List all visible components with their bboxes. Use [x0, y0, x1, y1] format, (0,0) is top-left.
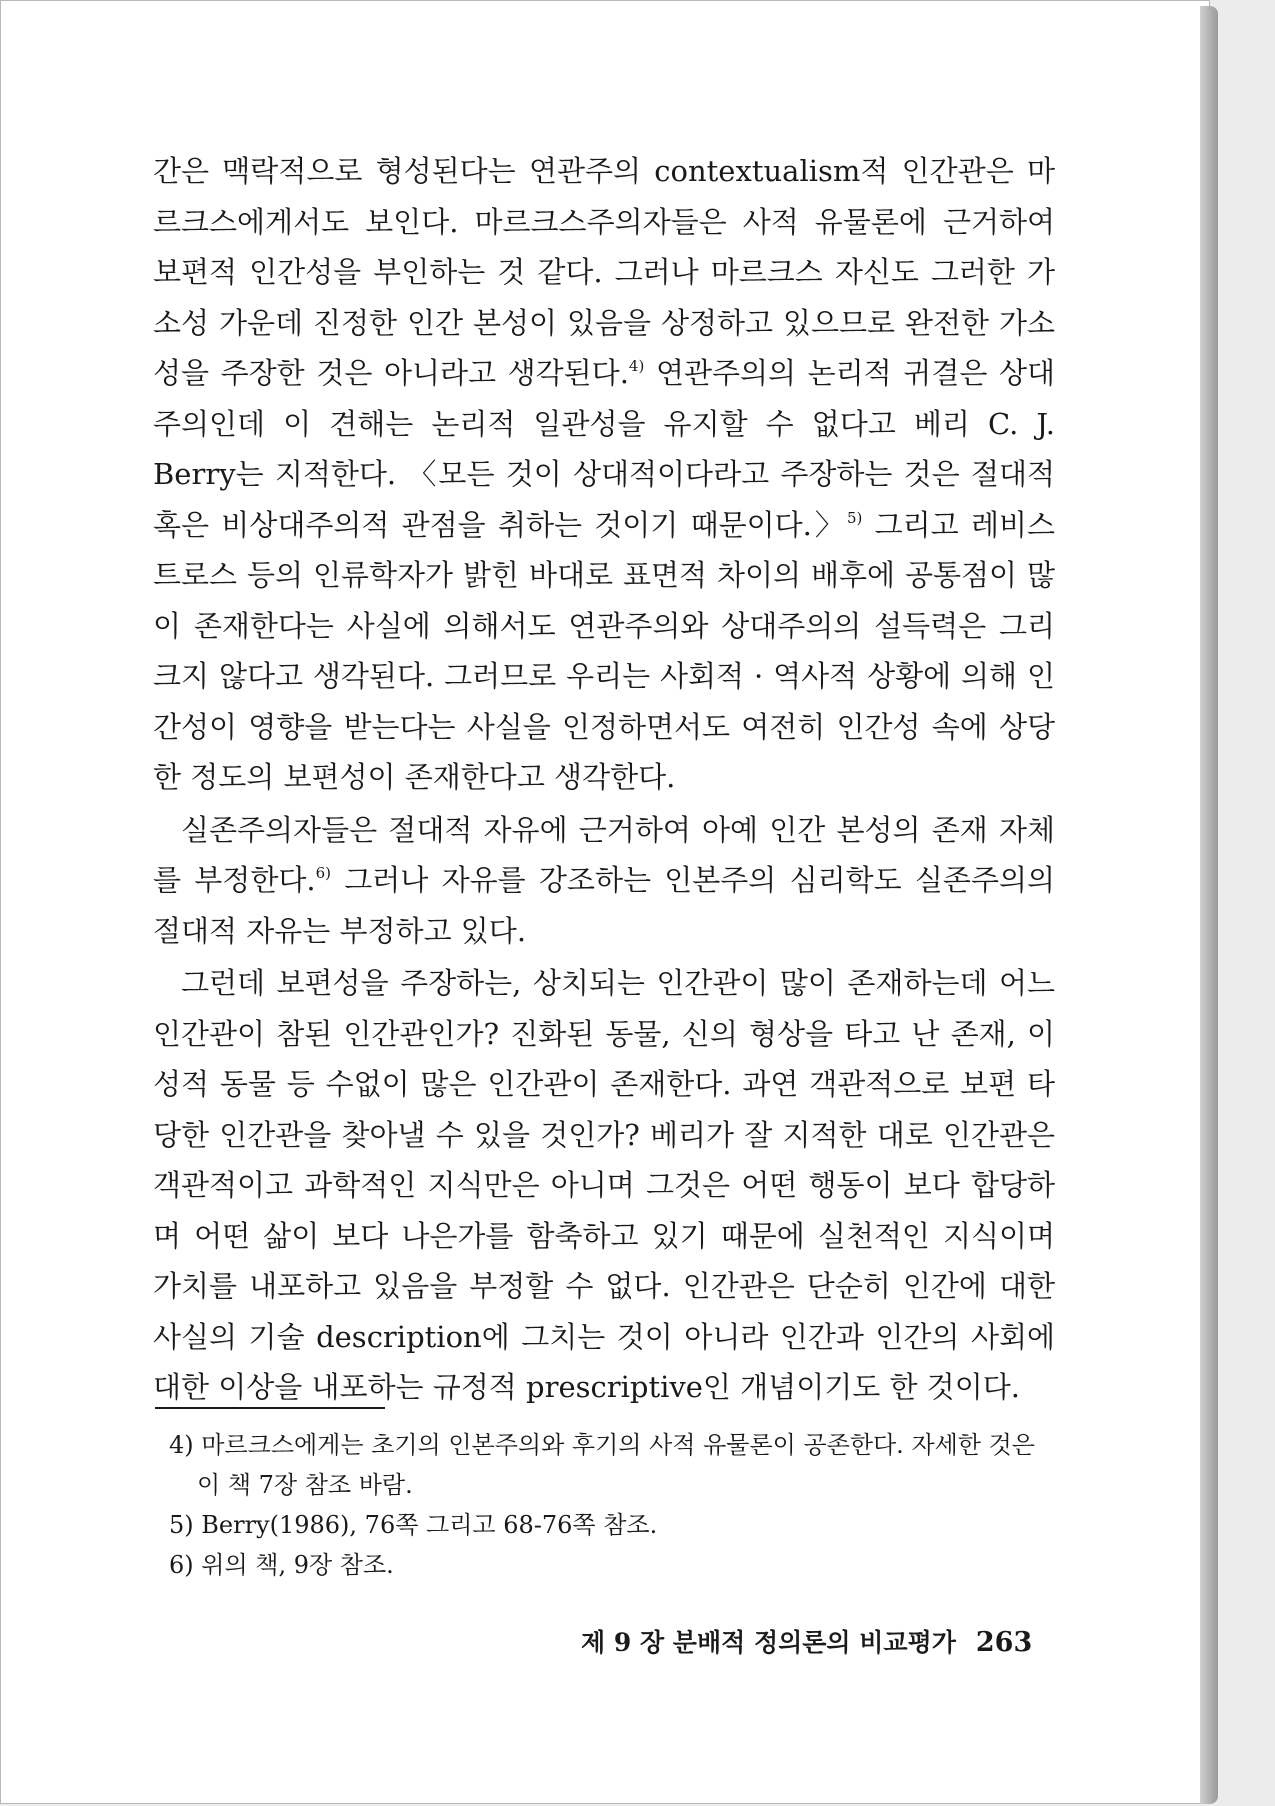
footnote-ref-6: 6) [315, 864, 331, 882]
paragraph-1 [153, 146, 1055, 803]
paragraph-3 [153, 958, 1055, 1413]
paragraph-2 [153, 805, 1055, 957]
page-edge [1200, 6, 1218, 1804]
footnote-ref-5: 5) [846, 508, 863, 527]
footnote-5: 5) Berry(1986), 76쪽 그리고 68-76쪽 참조. [169, 1511, 658, 1539]
footnote-4: 4) 마르크스에게는 초기의 인본주의와 후기의 사적 유물론이 공존한다. 자세한 것은 이 책 7장 참조 바람. [169, 1431, 1035, 1499]
paragraph-1-text-b: 연관주의의 논리적 귀결은 상대주의인데 이 견해는 논리적 일관성을 유지할 수 없다고 베리 C. J. Berry는 지적한다. 〈모든 것이 상대적이다라고 주장하는 것은 절대적 혹은 비상대주의적 관점을 취하는 것이기 때문이다.〉 [153, 356, 1055, 542]
footnote-ref-4: 4) [628, 357, 645, 375]
paragraph-2-text-b: 그러나 자유를 강조하는 인본주의 심리학도 실존주의의 절대적 자유는 부정하고 있다. [153, 863, 1055, 948]
footnote-6: 6) 위의 책, 9장 참조. [169, 1551, 394, 1579]
body-text [153, 146, 1055, 1413]
footnotes [155, 1425, 1055, 1585]
chapter-title: 제 9 장 분배적 정의론의 비교평가 [581, 1628, 956, 1657]
paragraph-3-text: 그런데 보편성을 주장하는, 상치되는 인간관이 많이 존재하는데 어느 인간관이 참된 인간관인가? 진화된 동물, 신의 형상을 타고 난 존재, 이성적 동물 등 수없이 많은 인간관이 존재한다. 과연 객관적으로 보편 타당한 인간관을 찾아낼 수 있을 것인가? 베리가 잘 지적한 대로 인간관은 객관적이고 과학적인 지식만은 아니며 그것은 어떤 행동이 보다 합당하며 어떤 삶이 보다 나은가를 함축하고 있기 때문에 실천적인 지식이며 가치를 내포하고 있음을 부정할 수 없다. 인간관은 단순히 인간에 대한 사실의 기술 description에 그치는 것이 아니라 인간과 인간의 사회에 대한 이상을 내포하는 규정적 prescriptive인 개념이기도 한 것이다. [153, 966, 1055, 1404]
footnote-divider [155, 1407, 385, 1409]
page-number: 263 [975, 1627, 1033, 1658]
paragraph-1-text-c: 그리고 레비스트로스 등의 인류학자가 밝힌 바대로 표면적 차이의 배후에 공통점이 많이 존재한다는 사실에 의해서도 연관주의와 상대주의의 설득력은 그리 크지 않다고 생각된다. 그러므로 우리는 사회적 · 역사적 상황에 의해 인간성이 영향을 받는다는 사실을 인정하면서도 여전히 인간성 속에 상당한 정도의 보편성이 존재한다고 생각한다. [153, 507, 1055, 794]
running-footer [581, 1623, 1033, 1659]
paragraph-1-text-a: 간은 맥락적으로 형성된다는 연관주의 contextualism적 인간관은 마르크스에게서도 보인다. 마르크스주의자들은 사적 유물론에 근거하여 보편적 인간성을 부인하는 것 같다. 그러나 마르크스 자신도 그러한 가소성 가운데 진정한 인간 본성이 있음을 상정하고 있으므로 완전한 가소성을 주장한 것은 아니라고 생각된다. [153, 154, 1055, 390]
paragraph-2-text-a: 실존주의자들은 절대적 자유에 근거하여 아예 인간 본성의 존재 자체를 부정한다. [153, 812, 1055, 897]
